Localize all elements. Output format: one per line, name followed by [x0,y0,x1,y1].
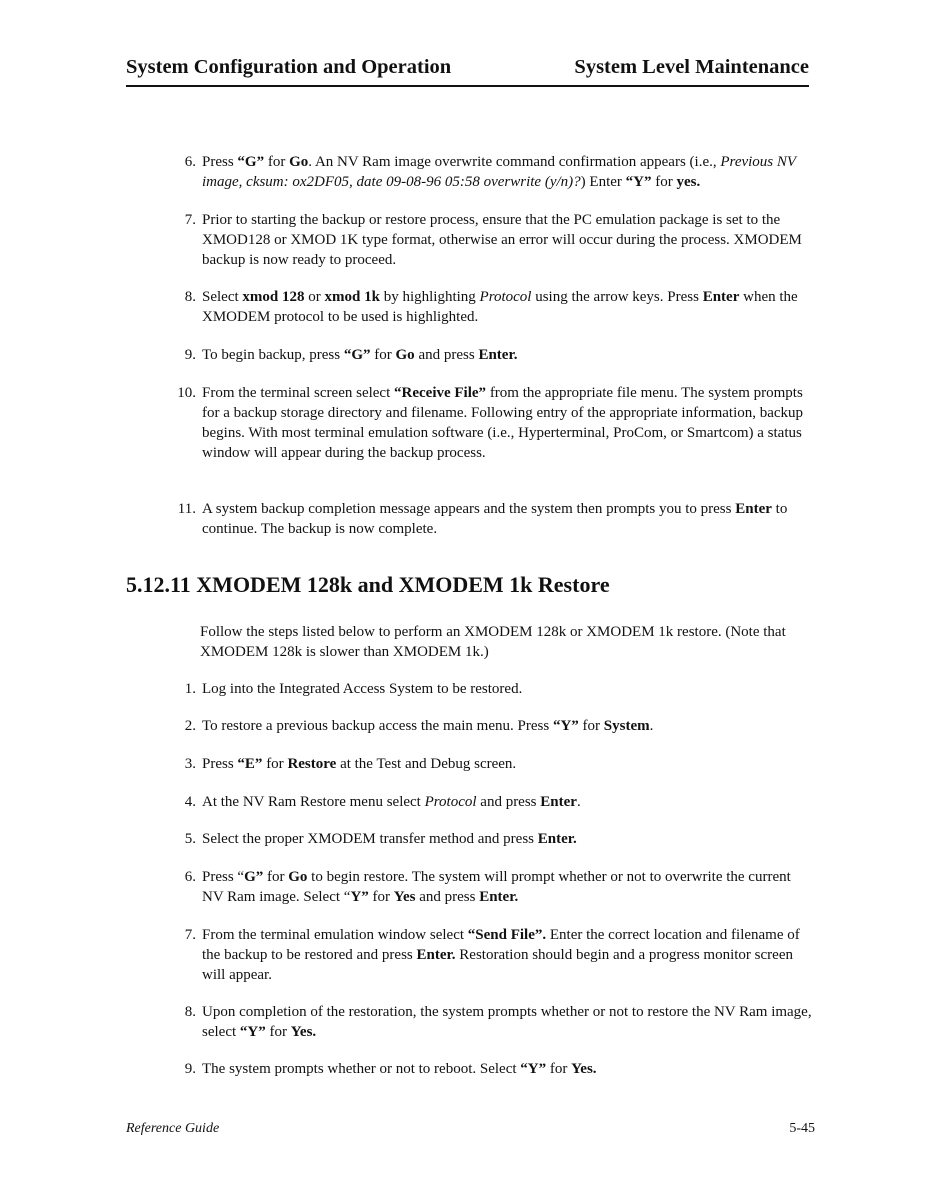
text-run: Restoration should begin and a progress monitor screen will appear. [202,947,793,983]
bold-text: “G” [237,154,265,170]
italic-text: Protocol [424,794,477,810]
text-run: to continue. The backup is now complete. [202,501,788,537]
bold-text: “Send File”. [467,927,547,943]
backup-step [184,152,814,192]
bold-text: Enter [735,501,772,517]
text-run: and press [415,889,480,905]
step-number: 9. [184,1061,196,1077]
bold-text: Enter [540,794,577,810]
bold-text: “E” [237,756,263,772]
text-run: and press [476,794,541,810]
bold-text: xmod 1k [324,289,380,305]
text-run: for [262,756,288,772]
bold-text: Y” [350,889,369,905]
text-run: . An NV Ram image overwrite command confirmation appears (i.e., [308,154,721,170]
backup-step [184,287,814,327]
bold-text: Enter. [478,347,518,363]
text-run: for [263,869,289,885]
bold-text: Enter [702,289,740,305]
text-run: or [304,289,325,305]
text-run: . [649,718,654,734]
restore-step [184,867,814,907]
restore-step [184,792,814,812]
text-run: Select the proper XMODEM transfer method and press [202,831,538,847]
text-run: when the XMODEM protocol to be used is highlighted. [202,289,798,325]
bold-text: Restore [287,756,337,772]
step-number: 8. [184,1004,196,1020]
text-run: Enter the correct location and filename of the backup to be restored and press [202,927,800,963]
step-number: 1. [184,681,196,697]
text-run: The system prompts whether or not to reboot. Select [202,1061,521,1077]
bold-text: “Receive File” [394,385,487,401]
step-text [202,385,803,461]
intro-paragraph: Follow the steps listed below to perform an XMODEM 128k or XMODEM 1k restore. (Note that XMODEM 128k is slower than XMODEM 1k.) [200,624,786,660]
step-text [202,289,798,325]
step-text [202,347,517,363]
step-number: 11. [177,501,196,517]
step-text [202,794,581,810]
text-run: Upon completion of the restoration, the system prompts whether or not to restore the NV Ram image, select [202,1004,812,1040]
bold-text: Yes [393,889,416,905]
bold-text: Go [289,154,309,170]
bold-text: System [603,718,650,734]
text-run: for [265,1024,291,1040]
step-text [202,869,791,905]
bold-text: “Y” [520,1061,547,1077]
backup-step [177,499,814,539]
step-text [202,1004,812,1040]
step-number: 4. [184,794,196,810]
text-run: To begin backup, press [202,347,344,363]
bold-text: Enter. [479,889,519,905]
backup-step [177,383,814,463]
bold-text: G” [244,869,264,885]
bold-text: Yes. [290,1024,317,1040]
step-text [202,1061,597,1077]
step-text [202,756,516,772]
header-left-title: System Configuration and Operation [126,56,452,78]
text-run: at the Test and Debug screen. [336,756,517,772]
bold-text: xmod 128 [242,289,305,305]
bold-text: Enter. [537,831,577,847]
text-run: for [264,154,290,170]
bold-text: Go [288,869,308,885]
step-number: 5. [184,831,196,847]
text-run: . [576,794,581,810]
restore-step [184,716,814,736]
text-run: for [546,1061,572,1077]
step-number: 3. [184,756,196,772]
restore-step [184,679,814,699]
step-number: 2. [184,718,196,734]
text-run: using the arrow keys. Press [531,289,703,305]
text-run: by highlighting [379,289,480,305]
step-text [202,681,522,697]
step-number: 7. [184,212,196,228]
step-text [202,927,800,983]
step-number: 6. [184,869,196,885]
step-text [202,718,653,734]
step-number: 7. [184,927,196,943]
text-run: to begin restore. The system will prompt whether or not to overwrite the current NV Ram image. Select “ [202,869,791,905]
restore-step [184,829,814,849]
bold-text: yes. [676,174,701,190]
bold-text: Go [395,347,415,363]
backup-step [184,210,814,270]
text-run: At the NV Ram Restore menu select [202,794,425,810]
text-run: for [370,347,396,363]
bold-text: “G” [343,347,371,363]
step-text [202,831,577,847]
text-run: From the terminal screen select [202,385,395,401]
text-run: Select [202,289,243,305]
step-number: 9. [184,347,196,363]
text-run: for [368,889,394,905]
text-run: for [578,718,604,734]
bold-text: Yes. [571,1061,597,1077]
step-text [202,501,787,537]
step-number: 10. [177,385,196,401]
text-run: from the appropriate file menu. The system prompts for a backup storage directory and filename. Following entry of the appropriate information, backup begins. With most terminal emulation software (i.e., Hyperterminal, ProCom, or Smartcom) a status window will appear during the backup process. [202,385,804,461]
backup-step [184,345,814,365]
text-run: To restore a previous backup access the main menu. Press [202,718,553,734]
bold-text: “Y” [552,718,579,734]
text-run: Prior to starting the backup or restore process, ensure that the PC emulation package is set to the XMOD128 or XMOD 1K type format, otherwise an error will occur during the process. XMODEM backup is now ready to proceed. [202,212,802,268]
text-run: Press [202,154,238,170]
bold-text: Enter. [416,947,456,963]
section-title: 5.12.11 XMODEM 128k and XMODEM 1k Restore [126,572,610,597]
text-run: Log into the Integrated Access System to be restored. [202,681,523,697]
step-text [202,154,796,190]
text-run: A system backup completion message appears and the system then prompts you to press [202,501,736,517]
footer-document-title: Reference Guide [126,1121,220,1136]
restore-step [184,1059,814,1079]
bold-text: “Y” [625,174,652,190]
italic-text: Protocol [479,289,532,305]
text-run: From the terminal emulation window select [202,927,468,943]
step-text [202,212,802,268]
text-run: for [651,174,677,190]
step-number: 8. [184,289,196,305]
page-number: 5-45 [789,1121,815,1136]
restore-step [184,754,814,774]
text-run: ) Enter [580,174,626,190]
restore-step [184,1002,814,1042]
page-header [126,56,809,87]
text-run: Press “ [202,869,245,885]
text-run: Press [202,756,238,772]
bold-text: “Y” [239,1024,266,1040]
header-right-title: System Level Maintenance [574,56,809,78]
italic-text: Previous NV image, cksum: ox2DF05, date 09-08-96 05:58 overwrite (y/n)? [202,154,796,190]
step-number: 6. [184,154,196,170]
restore-step [184,925,814,985]
text-run: and press [414,347,479,363]
